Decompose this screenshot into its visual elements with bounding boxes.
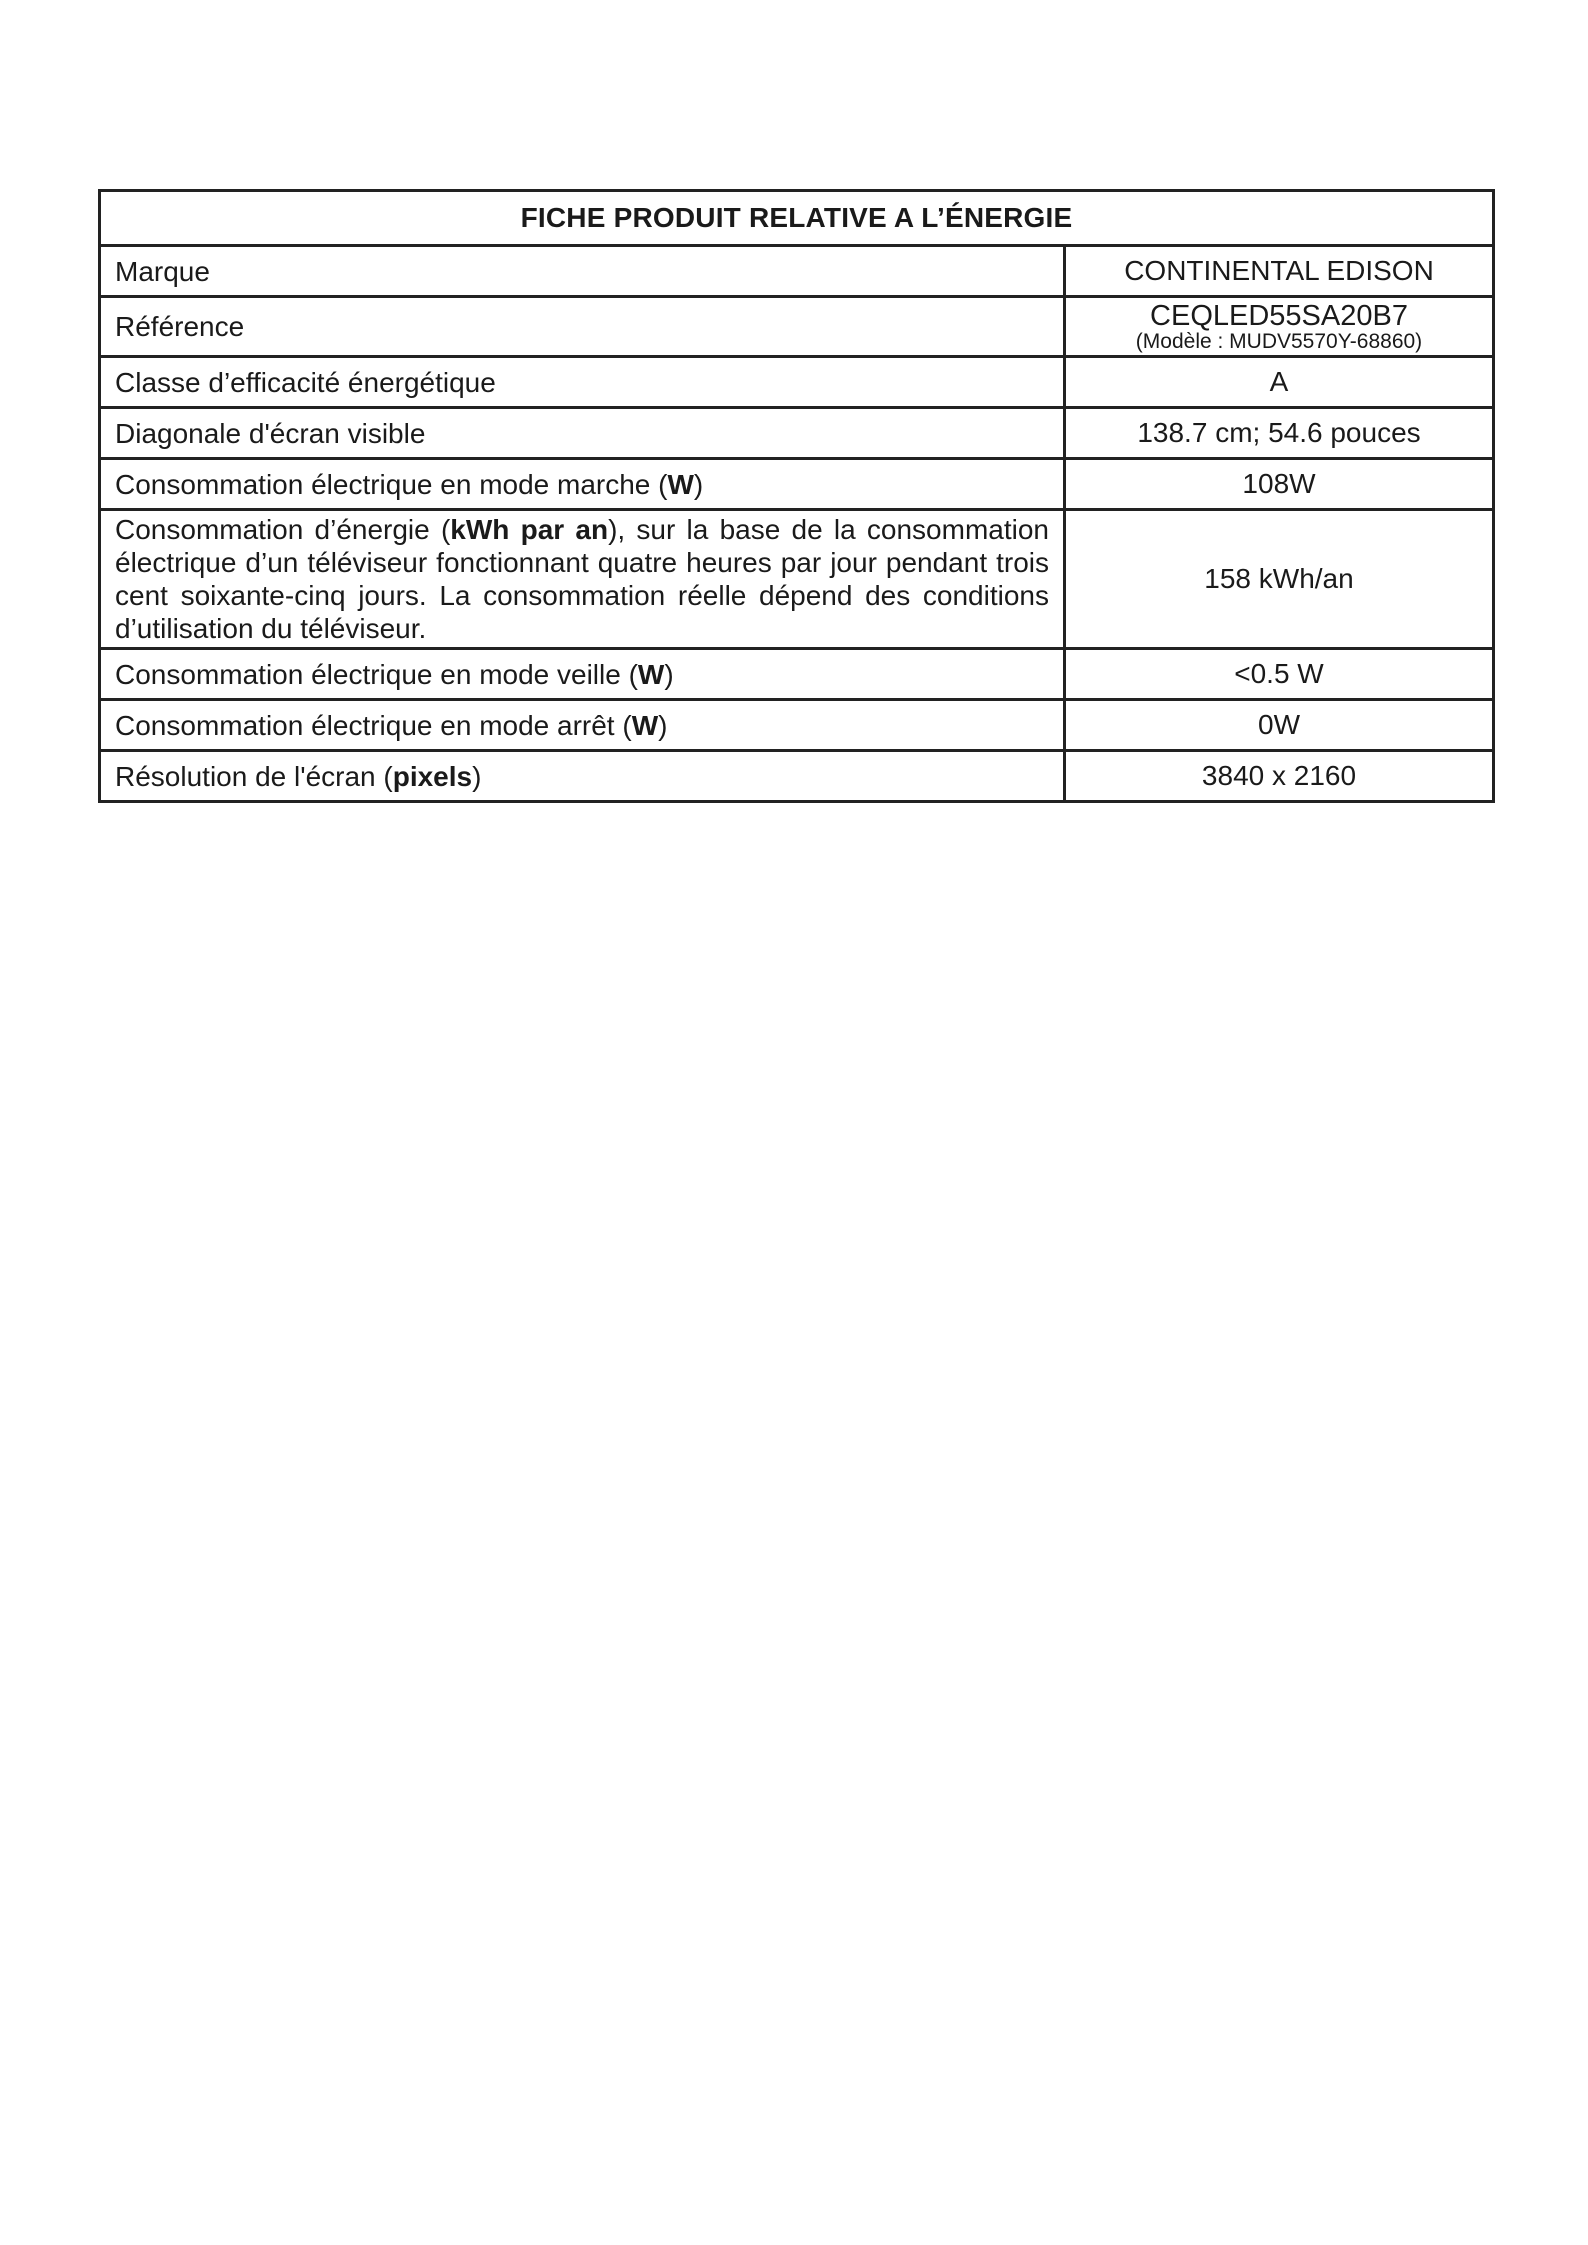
annual-value: 158 kWh/an [1065, 510, 1494, 649]
table-row-off-mode [100, 700, 1494, 751]
on-mode-label-unit: W [667, 468, 694, 500]
table-row-standby [100, 649, 1494, 700]
reference-value-cell [1065, 297, 1494, 357]
energy-class-value: A [1065, 357, 1494, 408]
reference-label: Référence [100, 297, 1065, 357]
off-mode-label-pre: Consommation électrique en mode arrêt ( [115, 709, 632, 741]
off-mode-value: 0W [1065, 700, 1494, 751]
table-row-brand [100, 246, 1494, 297]
table-row-reference [100, 297, 1494, 357]
off-mode-label [100, 700, 1065, 751]
table-row-diagonal [100, 408, 1494, 459]
resolution-label-unit: pixels [392, 760, 473, 792]
on-mode-label [100, 459, 1065, 510]
resolution-label [100, 751, 1065, 802]
standby-label-unit: W [637, 658, 665, 690]
diagonal-label: Diagonale d'écran visible [100, 408, 1065, 459]
energy-class-label: Classe d’efficacité énergétique [100, 357, 1065, 408]
sheet-title: FICHE PRODUIT RELATIVE A L’ÉNERGIE [100, 191, 1494, 246]
off-mode-label-unit: W [631, 709, 659, 741]
brand-label: Marque [100, 246, 1065, 297]
energy-product-sheet-table [98, 189, 1495, 803]
standby-value: <0.5 W [1065, 649, 1494, 700]
standby-label-post: ) [664, 658, 674, 690]
annual-label-unit: kWh par an [450, 514, 609, 545]
standby-label-pre: Consommation électrique en mode veille ( [115, 658, 638, 690]
table-title-row [100, 191, 1494, 246]
off-mode-label-post: ) [658, 709, 668, 741]
annual-label-post: ), sur la base de la consommation électrique d’un téléviseur fonctionnant quatre heures par jour pendant trois cent soixante-cinq jours. La consommation réelle dépend des conditions d’utilisation du téléviseur. [115, 514, 1049, 644]
table-row-annual [100, 510, 1494, 649]
resolution-label-post: ) [472, 760, 482, 792]
resolution-value: 3840 x 2160 [1065, 751, 1494, 802]
on-mode-label-pre: Consommation électrique en mode marche ( [115, 468, 668, 500]
resolution-label-pre: Résolution de l'écran ( [115, 760, 393, 792]
reference-model: (Modèle : MUDV5570Y-68860) [1135, 329, 1423, 353]
standby-label [100, 649, 1065, 700]
on-mode-label-post: ) [693, 468, 704, 500]
table-row-on-mode [100, 459, 1494, 510]
annual-label [100, 510, 1065, 649]
brand-value: CONTINENTAL EDISON [1065, 246, 1494, 297]
on-mode-value: 108W [1065, 459, 1494, 510]
table-row-resolution [100, 751, 1494, 802]
annual-label-pre: Consommation d’énergie ( [115, 514, 451, 545]
diagonal-value: 138.7 cm; 54.6 pouces [1065, 408, 1494, 459]
reference-value: CEQLED55SA20B7 [1150, 299, 1408, 332]
table-row-energy-class [100, 357, 1494, 408]
